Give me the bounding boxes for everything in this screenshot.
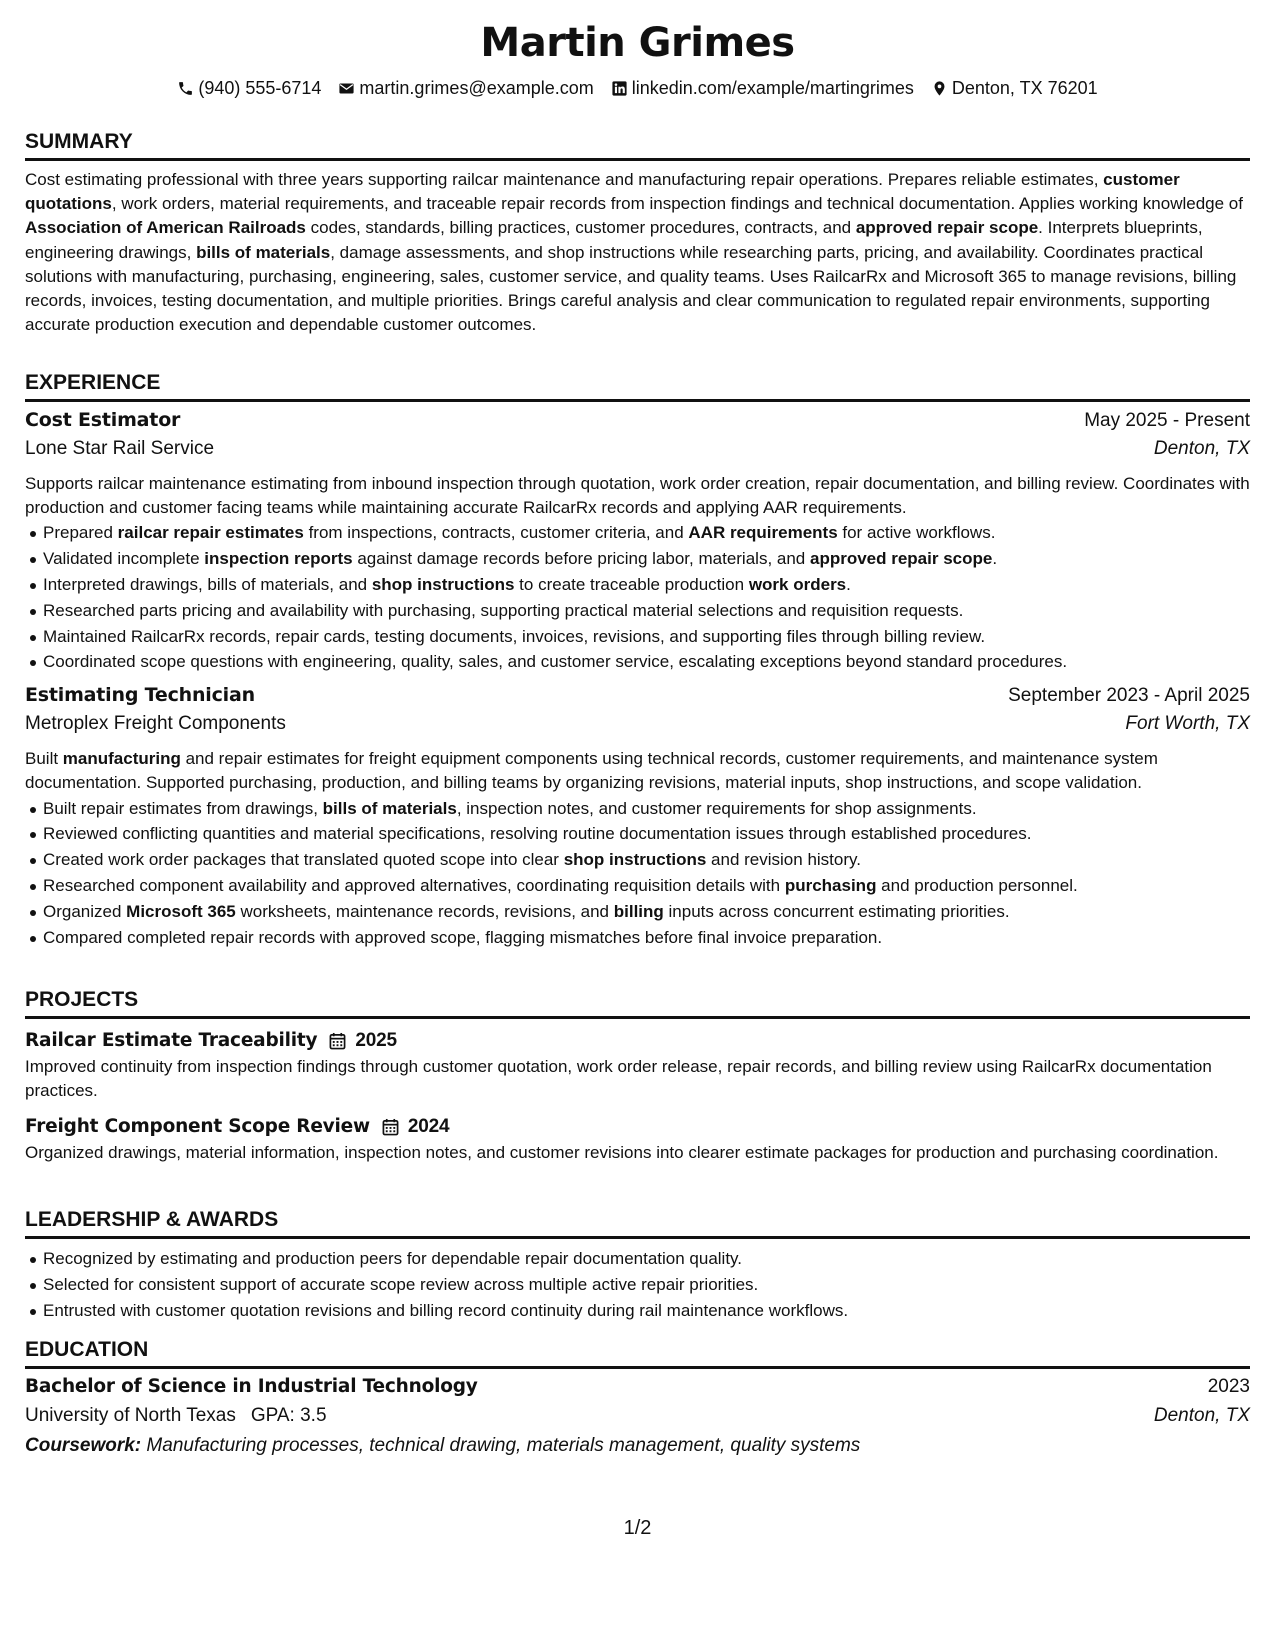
phone-text: (940) 555-6714 — [198, 78, 322, 98]
leadership-bullets — [25, 1246, 1250, 1323]
school-line — [25, 1405, 327, 1427]
list-item: Selected for consistent support of accurate scope review across multiple active repair priorities. — [25, 1272, 1250, 1298]
coursework-text: Manufacturing processes, technical drawing, materials management, quality systems — [146, 1435, 861, 1456]
list-item: Built repair estimates from drawings, bills of materials, inspection notes, and customer requirements for shop assignments. — [25, 796, 1250, 822]
map-pin-icon — [931, 80, 948, 97]
job-bullets — [25, 796, 1250, 951]
list-item: Researched parts pricing and availability with purchasing, supporting practical material selections and requisition requests. — [25, 598, 1250, 624]
list-item: Recognized by estimating and production peers for dependable repair documentation quality. — [25, 1246, 1250, 1272]
section-title-projects: PROJECTS — [25, 987, 1250, 1019]
list-item: Maintained RailcarRx records, repair cards, testing documents, invoices, revisions, and supporting files through billing review. — [25, 624, 1250, 650]
section-title-experience: EXPERIENCE — [25, 370, 1250, 402]
project-name: Railcar Estimate Traceability — [25, 1030, 318, 1051]
list-item: Coordinated scope questions with engineering, quality, sales, and customer service, escalating exceptions beyond standard procedures. — [25, 649, 1250, 675]
section-title-education: EDUCATION — [25, 1337, 1250, 1369]
job-title: Cost Estimator — [25, 409, 181, 431]
job-bullets — [25, 520, 1250, 675]
project-year: 2024 — [407, 1115, 450, 1137]
page-number: 1/2 — [623, 1517, 652, 1539]
contact-linkedin[interactable] — [611, 78, 914, 99]
list-item: Compared completed repair records with approved scope, flagging mismatches before final invoice preparation. — [25, 925, 1250, 951]
envelope-icon — [338, 80, 355, 97]
section-title-summary: SUMMARY — [25, 129, 1250, 161]
calendar-icon — [382, 1118, 399, 1136]
location-text: Denton, TX 76201 — [951, 78, 1098, 98]
resume-page — [25, 0, 1250, 1650]
list-item: Reviewed conflicting quantities and material specifications, resolving routine documentation issues through established procedures. — [25, 821, 1250, 847]
contact-email[interactable] — [338, 78, 593, 99]
experience-entry — [25, 684, 1250, 950]
school-name: University of North Texas — [25, 1405, 236, 1426]
project-entry — [25, 1112, 1250, 1165]
education-section — [25, 1337, 1250, 1457]
company-name: Lone Star Rail Service — [25, 438, 215, 459]
coursework — [25, 1435, 1250, 1457]
job-dates: May 2025 - Present — [1084, 410, 1250, 431]
school-location: Denton, TX — [1153, 1405, 1250, 1426]
project-description: Improved continuity from inspection findings through customer quotation, work order release, repair records, and billing review using RailcarRx documentation practices. — [25, 1057, 1212, 1101]
list-item: Prepared railcar repair estimates from inspections, contracts, customer criteria, and AAR requirements for active workflows. — [25, 520, 1250, 546]
candidate-name: Martin Grimes — [480, 20, 795, 66]
projects-section — [25, 987, 1250, 1166]
list-item: Interpreted drawings, bills of materials, and shop instructions to create traceable production work orders. — [25, 572, 1250, 598]
project-name: Freight Component Scope Review — [25, 1116, 370, 1138]
experience-section — [25, 370, 1250, 950]
job-summary: Built manufacturing and repair estimates for freight equipment components using technical records, customer requirements, and maintenance system documentation. Supported purchasing, production, and billing teams by organizing revisions, material inputs, shop instructions, and scope validation. — [25, 749, 1158, 793]
summary-text: Cost estimating professional with three years supporting railcar maintenance and manufacturing repair operations. Prepares reliable estimates, customer quotations, work orders, material requirements, and traceable repair records from inspection findings and technical documentation. Applies working knowledge of Association of American Railroads codes, standards, billing practices, customer procedures, contracts, and approved repair scope. Interprets blueprints, engineering drawings, bills of materials, damage assessments, and shop instructions while researching parts, pricing, and availability. Coordinates practical solutions with manufacturing, purchasing, engineering, sales, customer service, and quality teams. Uses RailcarRx and Microsoft 365 to manage revisions, billing records, invoices, testing documentation, and multiple priorities. Brings careful analysis and clear communication to regulated repair environments, supporting accurate production execution and dependable customer outcomes. — [25, 170, 1243, 335]
coursework-label: Coursework: — [25, 1435, 142, 1456]
leadership-section — [25, 1207, 1250, 1323]
job-location: Fort Worth, TX — [1125, 713, 1250, 735]
section-title-leadership: LEADERSHIP & AWARDS — [25, 1207, 1250, 1239]
contact-phone — [177, 78, 321, 99]
summary-section — [25, 129, 1250, 337]
list-item: Organized Microsoft 365 worksheets, maintenance records, revisions, and billing inputs across concurrent estimating priorities. — [25, 899, 1250, 925]
project-entry — [25, 1026, 1250, 1103]
linkedin-icon — [611, 80, 628, 97]
project-description: Organized drawings, material information, inspection notes, and customer revisions into clearer estimate packages for production and purchasing coordination. — [25, 1143, 1219, 1163]
list-item: Entrusted with customer quotation revisions and billing record continuity during rail maintenance workflows. — [25, 1298, 1250, 1324]
contact-bar — [25, 78, 1250, 99]
experience-entry — [25, 409, 1250, 675]
linkedin-link[interactable]: linkedin.com/example/martingrimes — [631, 78, 914, 98]
job-summary: Supports railcar maintenance estimating from inbound inspection through quotation, work order creation, repair documentation, and billing review. Coordinates with production and customer facing teams while maintaining accurate RailcarRx records and applying AAR requirements. — [25, 474, 1250, 518]
list-item: Validated incomplete inspection reports against damage records before pricing labor, materials, and approved repair scope. — [25, 546, 1250, 572]
calendar-icon — [329, 1032, 346, 1050]
job-title: Estimating Technician — [25, 684, 255, 707]
phone-icon — [177, 80, 194, 97]
graduation-year: 2023 — [1207, 1376, 1250, 1397]
company-name: Metroplex Freight Components — [25, 713, 286, 735]
email-link[interactable]: martin.grimes@example.com — [359, 78, 594, 98]
project-year: 2025 — [355, 1029, 397, 1051]
job-location: Denton, TX — [1153, 438, 1250, 459]
gpa: GPA: 3.5 — [250, 1405, 327, 1426]
job-dates: September 2023 - April 2025 — [1008, 685, 1250, 707]
degree-title: Bachelor of Science in Industrial Technology — [25, 1376, 478, 1397]
contact-location — [931, 78, 1098, 99]
list-item: Created work order packages that translated quoted scope into clear shop instructions and revision history. — [25, 847, 1250, 873]
list-item: Researched component availability and approved alternatives, coordinating requisition details with purchasing and production personnel. — [25, 873, 1250, 899]
